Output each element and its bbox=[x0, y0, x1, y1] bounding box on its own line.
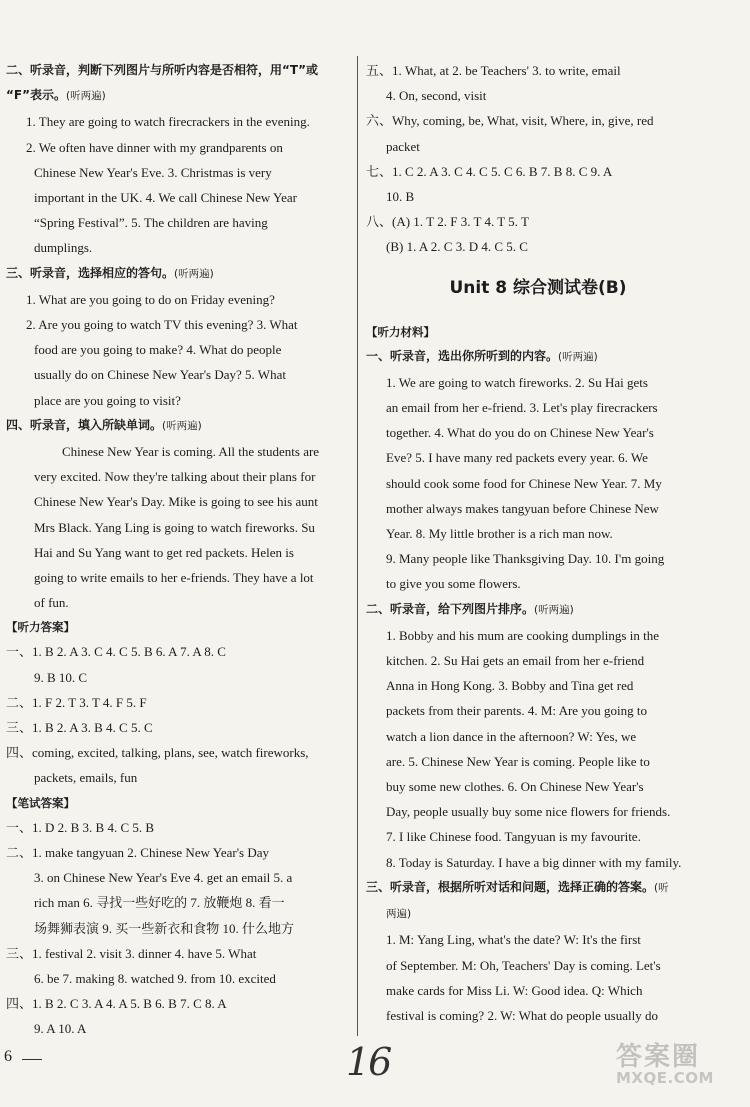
text-line: mother always makes tangyuan before Chinese New bbox=[386, 500, 659, 516]
answer-line: 3. on Chinese New Year's Eve 4. get an email 5. a bbox=[34, 870, 293, 886]
right-column bbox=[366, 58, 710, 1028]
answer-line: 场舞狮表演 9. 买一些新衣和食物 10. 什么地方 bbox=[34, 920, 295, 936]
section-heading: 三、听录音，根据所听对话和问题，选择正确的答案。(听 bbox=[366, 879, 669, 894]
text-line: place are you going to visit? bbox=[34, 392, 181, 408]
text-line: very excited. Now they're talking about their plans for bbox=[34, 469, 316, 485]
text-line: Hai and Su Yang want to get red packets. Helen is bbox=[34, 544, 294, 560]
page-number: 6 bbox=[4, 1048, 12, 1065]
text-line: 8. Today is Saturday. I have a big dinner with my family. bbox=[386, 854, 682, 870]
text-line: together. 4. What do you do on Chinese New Year's bbox=[386, 425, 654, 441]
text-line: kitchen. 2. Su Hai gets an email from her e-friend bbox=[386, 653, 645, 669]
answer-line: packets, emails, fun bbox=[34, 770, 138, 786]
text-line: dumplings. bbox=[34, 240, 93, 256]
text-line: Mrs Black. Yang Ling is going to watch fireworks. Su bbox=[34, 519, 315, 535]
left-column bbox=[6, 58, 352, 1042]
section-heading: 一、听录音，选出你所听到的内容。(听两遍) bbox=[366, 348, 598, 363]
footer-rule bbox=[22, 1059, 42, 1060]
handwritten-number: 16 bbox=[346, 1040, 391, 1084]
text-line: 7. I like Chinese food. Tangyuan is my favourite. bbox=[386, 829, 641, 845]
unit-title: Unit 8 综合测试卷(B) bbox=[449, 277, 627, 298]
answer-line: 一、1. D 2. B 3. B 4. C 5. B bbox=[6, 819, 155, 835]
text-line: Chinese New Year's Eve. 3. Christmas is very bbox=[34, 164, 272, 180]
text-line: 1. They are going to watch firecrackers in the evening. bbox=[26, 114, 310, 130]
text-line: make cards for Miss Li. W: Good idea. Q: Which bbox=[386, 982, 643, 998]
text-line: buy some new clothes. 6. On Chinese New Year's bbox=[386, 779, 644, 795]
section-heading: 二、听录音，判断下列图片与所听内容是否相符，用“T”或 bbox=[6, 63, 318, 77]
answer-line: 五、1. What, at 2. be Teachers' 3. to write, email bbox=[366, 63, 621, 78]
text-line: 1. We are going to watch fireworks. 2. Su Hai gets bbox=[386, 374, 648, 390]
text-line: usually do on Chinese New Year's Day? 5. What bbox=[34, 367, 286, 383]
answer-line: 6. be 7. making 8. watched 9. from 10. excited bbox=[34, 970, 276, 986]
answer-line: 三、1. festival 2. visit 3. dinner 4. have 5. What bbox=[6, 945, 257, 961]
text-line: Year. 8. My little brother is a rich man now. bbox=[386, 526, 613, 542]
watermark-logo bbox=[616, 1036, 742, 1100]
text-line: are. 5. Chinese New Year is coming. People like to bbox=[386, 753, 650, 769]
text-line: Chinese New Year's Day. Mike is going to see his aunt bbox=[34, 494, 318, 510]
watermark-text: 答案圈 bbox=[616, 1042, 701, 1072]
text-line: Chinese New Year is coming. All the students are bbox=[62, 444, 320, 460]
text-line: 9. Many people like Thanksgiving Day. 10. I'm going bbox=[386, 551, 665, 567]
listening-answers-title: 【听力答案】 bbox=[6, 620, 75, 635]
section-heading-cont: 两遍) bbox=[386, 908, 412, 921]
text-line: to give you some flowers. bbox=[386, 576, 521, 592]
answer-line: 二、1. F 2. T 3. T 4. F 5. F bbox=[6, 694, 147, 710]
text-line: should cook some food for Chinese New Year. 7. My bbox=[386, 475, 662, 491]
answer-line: 二、1. make tangyuan 2. Chinese New Year's Day bbox=[6, 844, 270, 860]
answer-line: 八、(A) 1. T 2. F 3. T 4. T 5. T bbox=[366, 214, 529, 230]
answer-line: rich man 6. 寻找一些好吃的 7. 放鞭炮 8. 看一 bbox=[34, 895, 285, 911]
section-heading: 三、听录音，选择相应的答句。(听两遍) bbox=[6, 265, 214, 280]
text-line: 1. M: Yang Ling, what's the date? W: It's the first bbox=[386, 932, 641, 948]
text-line: 1. Bobby and his mum are cooking dumplings in the bbox=[386, 627, 659, 643]
text-line: 2. Are you going to watch TV this evening? 3. What bbox=[26, 317, 298, 333]
answer-line: (B) 1. A 2. C 3. D 4. C 5. C bbox=[386, 239, 528, 255]
column-divider bbox=[357, 56, 358, 1036]
answer-line: 四、1. B 2. C 3. A 4. A 5. B 6. B 7. C 8. A bbox=[6, 996, 227, 1012]
answer-line: 10. B bbox=[386, 189, 415, 205]
text-line: important in the UK. 4. We call Chinese New Year bbox=[34, 190, 297, 206]
text-line: food are you going to make? 4. What do people bbox=[34, 342, 282, 358]
section-heading-cont: “F”表示。(听两遍) bbox=[6, 88, 106, 103]
text-line: 2. We often have dinner with my grandparents on bbox=[26, 139, 283, 155]
answer-line: 七、1. C 2. A 3. C 4. C 5. C 6. B 7. B 8. C 9. A bbox=[366, 163, 613, 179]
text-line: watch a lion dance in the afternoon? W: Yes, we bbox=[386, 728, 637, 744]
listening-material-title: 【听力材料】 bbox=[366, 324, 435, 339]
answer-line: 三、1. B 2. A 3. B 4. C 5. C bbox=[6, 720, 153, 736]
text-line: of fun. bbox=[34, 595, 69, 611]
answer-line: 9. B 10. C bbox=[34, 669, 88, 685]
answer-line: packet bbox=[386, 138, 420, 154]
text-line: festival is coming? 2. W: What do people usually do bbox=[386, 1007, 658, 1023]
section-heading: 二、听录音，给下列图片排序。(听两遍) bbox=[366, 601, 574, 616]
text-line: Day, people usually buy some nice flowers for friends. bbox=[386, 804, 671, 820]
text-line: Anna in Hong Kong. 3. Bobby and Tina get red bbox=[386, 678, 634, 694]
text-line: packets from their parents. 4. M: Are you going to bbox=[386, 703, 648, 719]
answer-line: 一、1. B 2. A 3. C 4. C 5. B 6. A 7. A 8. C bbox=[6, 644, 226, 660]
written-answers-title: 【笔试答案】 bbox=[6, 795, 75, 810]
text-line: Eve? 5. I have many red packets every year. 6. We bbox=[386, 450, 648, 466]
text-line: of September. M: Oh, Teachers' Day is coming. Let's bbox=[386, 957, 661, 973]
text-line: going to write emails to her e-friends. They have a lot bbox=[34, 570, 314, 586]
answer-line: 9. A 10. A bbox=[34, 1021, 87, 1037]
text-line: 1. What are you going to do on Friday evening? bbox=[26, 291, 275, 307]
text-line: an email from her e-friend. 3. Let's play firecrackers bbox=[386, 400, 658, 416]
text-line: “Spring Festival”. 5. The children are having bbox=[34, 215, 268, 231]
answer-line: 四、coming, excited, talking, plans, see, watch fireworks, bbox=[6, 745, 309, 761]
section-heading: 四、听录音，填入所缺单词。(听两遍) bbox=[6, 417, 202, 432]
answer-line: 六、Why, coming, be, What, visit, Where, in, give, red bbox=[366, 113, 654, 129]
watermark-url: MXQE.COM bbox=[616, 1069, 714, 1087]
answer-line: 4. On, second, visit bbox=[386, 88, 487, 104]
